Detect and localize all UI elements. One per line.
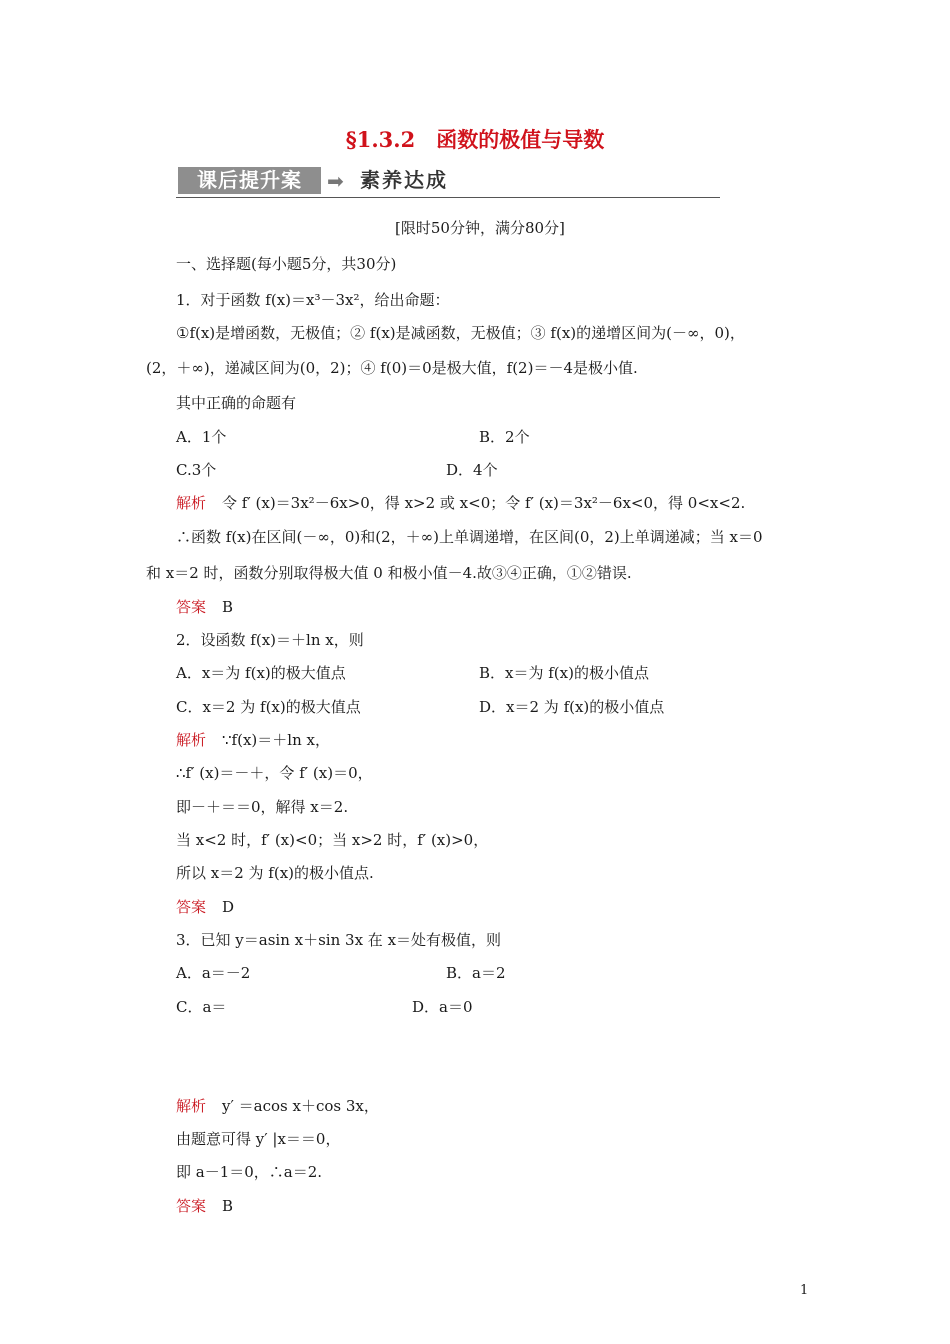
q3-analysis-line2: 由题意可得 y′ |x＝＝0， [176,1130,341,1148]
q3-option-a: A．a＝－2 [176,964,251,982]
q1-option-b: B．2个 [479,428,530,446]
banner-label-box: 课后提升案 [178,167,321,194]
q1-analysis-line1: 解析 令 f′ (x)＝3x²－6x>0，得 x>2 或 x<0；令 f′ (x)＝3x²－6x<0，得 0<x<2. [176,494,746,512]
q3-analysis-line1: 解析 y′ ＝acos x＋cos 3x， [176,1097,379,1115]
page-title: §1.3.2 函数的极值与导数 [345,127,605,152]
q1-answer: 答案 B [176,598,234,616]
q2-answer: 答案 D [176,898,235,916]
answer-label: 答案 [176,898,207,916]
q2-analysis-line2: ∴f′ (x)＝－＋，令 f′ (x)＝0， [176,764,373,782]
section-heading: 一、选择题(每小题5分，共30分) [176,255,397,273]
q1-analysis-line3: 和 x＝2 时，函数分别取得极大值 0 和极小值－4.故③④正确，①②错误. [146,564,632,582]
q3-analysis-line3: 即 a－1＝0，∴a＝2. [176,1163,323,1181]
q2-analysis-line1: 解析 ∵f(x)＝＋ln x， [176,731,330,749]
q1-propositions-line1: ①f(x)是增函数，无极值；② f(x)是减函数，无极值；③ f(x)的递增区间为(－∞，0)， [176,324,745,342]
q2-option-b: B．x＝为 f(x)的极小值点 [479,664,649,682]
q3-answer: 答案 B [176,1197,234,1215]
answer-label: 答案 [176,598,207,616]
q1-option-c: C.3个 [176,461,217,479]
arrow-icon: ➡ [327,169,344,193]
analysis-label: 解析 [176,1097,207,1115]
q2-option-d: D．x＝2 为 f(x)的极小值点 [479,698,665,716]
banner-rule [176,197,720,198]
banner-label-text: 素养达成 [360,168,448,192]
q1-analysis-line2: ∴函数 f(x)在区间(－∞，0)和(2，＋∞)上单调递增，在区间(0，2)上单调递减；当 x＝0 [176,528,763,546]
q1-propositions-line2: (2，＋∞)，递减区间为(0，2)；④ f(0)＝0是极大值，f(2)＝－4是极小值. [146,359,638,377]
answer-label: 答案 [176,1197,207,1215]
q3-option-b: B．a＝2 [446,964,506,982]
q1-option-a: A．1个 [176,428,227,446]
q2-option-a: A．x＝为 f(x)的极大值点 [176,664,346,682]
analysis-label: 解析 [176,494,207,512]
time-limit: [限时50分钟，满分80分] [395,219,565,237]
q1-prompt: 其中正确的命题有 [176,394,297,412]
q2-analysis-line3: 即－＋＝＝0，解得 x＝2. [176,798,349,816]
q2-option-c: C．x＝2 为 f(x)的极大值点 [176,698,361,716]
q2-analysis-line5: 所以 x＝2 为 f(x)的极小值点. [176,864,374,882]
q1-stem: 1．对于函数 f(x)＝x³－3x²，给出命题： [176,291,450,309]
q3-stem: 3．已知 y＝asin x＋sin 3x 在 x＝处有极值，则 [176,931,502,949]
q1-option-d: D．4个 [446,461,498,479]
section-banner [176,167,720,199]
page-number: 1 [800,1283,809,1298]
q3-option-d: D．a＝0 [412,998,473,1016]
q3-option-c: C．a＝ [176,998,227,1016]
q2-stem: 2．设函数 f(x)＝＋ln x，则 [176,631,364,649]
analysis-label: 解析 [176,731,207,749]
q2-analysis-line4: 当 x<2 时，f′ (x)<0；当 x>2 时，f′ (x)>0， [176,831,489,849]
